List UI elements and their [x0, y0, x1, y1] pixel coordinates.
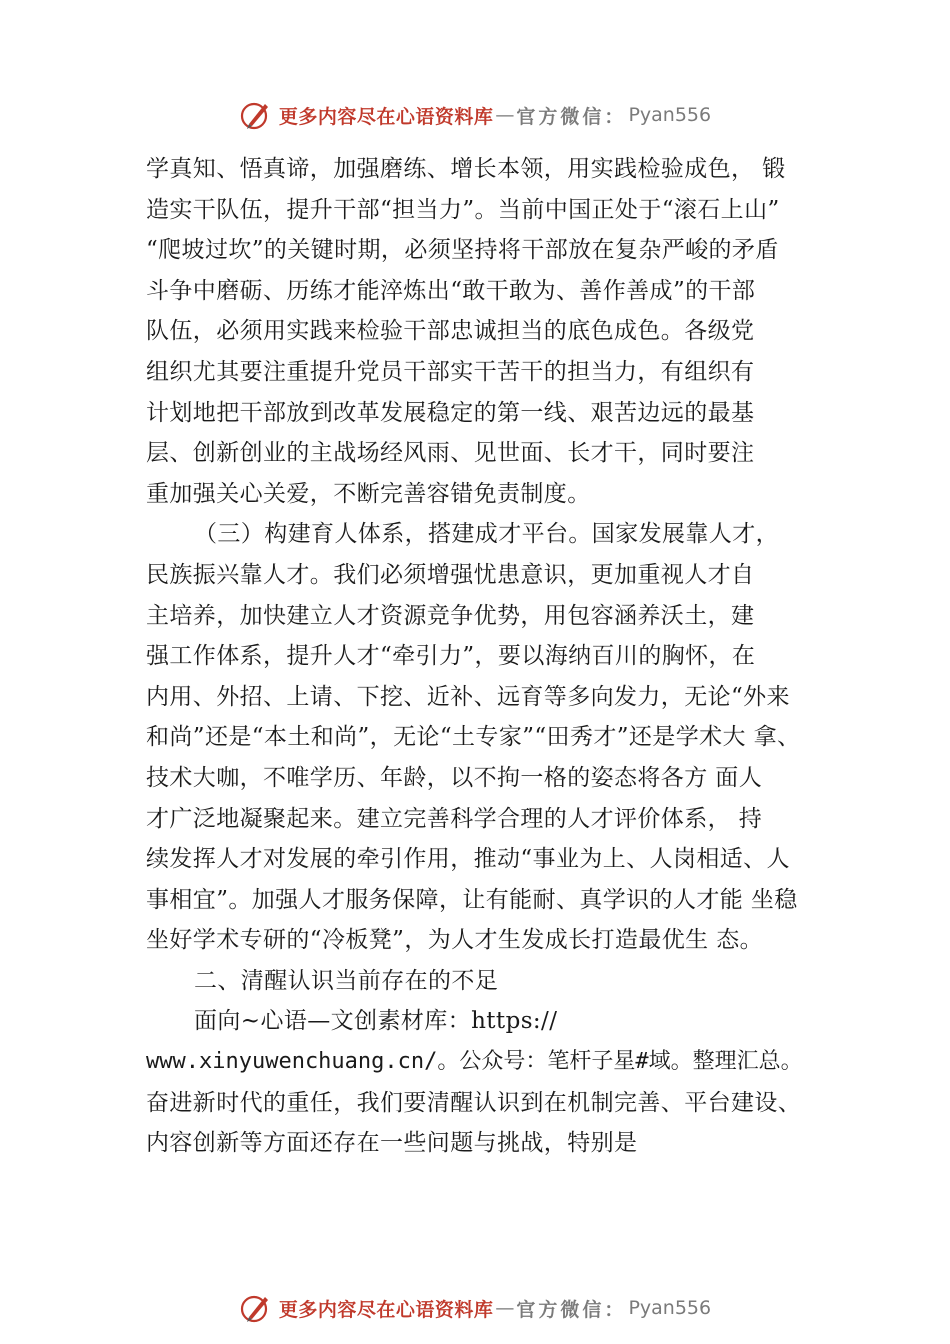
- banner-wechat-id: Pyan556: [628, 1297, 712, 1319]
- source-url-line: www.xinyuwenchuang.cn/。公众号：笔杆子星#域。整理汇总。: [146, 1049, 803, 1075]
- pen-quill-icon: [239, 1291, 273, 1325]
- banner-separator: —: [495, 1297, 515, 1319]
- footer-banner: [0, 1288, 950, 1328]
- body-line: 重加强关心关爱，不断完善容错免责制度。: [146, 480, 591, 507]
- body-line: 民族振兴靠人才。我们必须增强忧患意识，更加重视人才自: [146, 561, 755, 588]
- body-line: 事相宜”。加强人才服务保障，让有能耐、真学识的人才能 坐稳: [146, 886, 798, 913]
- banner-wechat-label: 官方微信：: [516, 105, 627, 128]
- banner-brand: 更多内容尽在心语资料库: [278, 1298, 494, 1321]
- body-line: 斗争中磨砺、历练才能淬炼出“敢干敢为、善作善成”的干部: [146, 277, 756, 304]
- body-line: 坐好学术专研的“冷板凳”，为人才生发成长打造最优生 态。: [146, 927, 764, 954]
- section-heading-2: 二、清醒认识当前存在的不足: [194, 967, 499, 994]
- body-line: 强工作体系，提升人才“牵引力”，要以海纳百川的胸怀，在: [146, 643, 756, 670]
- section-heading-3: （三）构建育人体系，搭建成才平台。国家发展靠人才，: [194, 521, 779, 548]
- body-line: 计划地把干部放到改革发展稳定的第一线、艰苦边远的最基: [146, 399, 755, 426]
- body-line: 技术大咖，不唯学历、年龄，以不拘一格的姿态将各方 面人: [146, 764, 763, 791]
- banner-brand: 更多内容尽在心语资料库: [278, 105, 494, 128]
- document-body: [146, 149, 866, 1164]
- body-line: 奋进新时代的重任，我们要清醒认识到在机制完善、平台建设、: [146, 1089, 802, 1116]
- body-line: 造实干队伍，提升干部“担当力”。当前中国正处于“滚石上山”: [146, 196, 780, 223]
- body-line: 和尚”还是“本土和尚”，无论“土专家”“田秀才”还是学术大 拿、: [146, 724, 801, 751]
- body-line: 主培养，加快建立人才资源竞争优势，用包容涵养沃土，建: [146, 602, 755, 629]
- body-line: 续发挥人才对发展的牵引作用，推动“事业为上、人岗相适、人: [146, 846, 790, 873]
- banner-separator: —: [495, 104, 515, 126]
- body-line: “爬坡过坎”的关键时期，必须坚持将干部放在复杂严峻的矛盾: [146, 237, 779, 264]
- pen-quill-icon: [239, 98, 273, 132]
- source-note: 面向~心语—文创素材库：https://: [194, 1008, 558, 1035]
- body-line: 内容创新等方面还存在一些问题与挑战，特别是: [146, 1130, 638, 1157]
- body-line: 内用、外招、上请、下挖、近补、远育等多向发力，无论“外来: [146, 683, 790, 710]
- body-line: 层、创新创业的主战场经风雨、见世面、长才干，同时要注: [146, 440, 755, 467]
- banner-wechat-label: 官方微信：: [516, 1298, 627, 1321]
- body-line: 学真知、悟真谛，加强磨练、增长本领，用实践检验成色， 锻: [146, 156, 786, 182]
- body-line: 队伍，必须用实践来检验干部忠诚担当的底色成色。各级党: [146, 318, 755, 345]
- body-line: 组织尤其要注重提升党员干部实干苦干的担当力，有组织有: [146, 358, 755, 385]
- body-line: 才广泛地凝聚起来。建立完善科学合理的人才评价体系， 持: [146, 805, 763, 832]
- banner-wechat-id: Pyan556: [628, 104, 712, 126]
- header-banner: [0, 95, 950, 135]
